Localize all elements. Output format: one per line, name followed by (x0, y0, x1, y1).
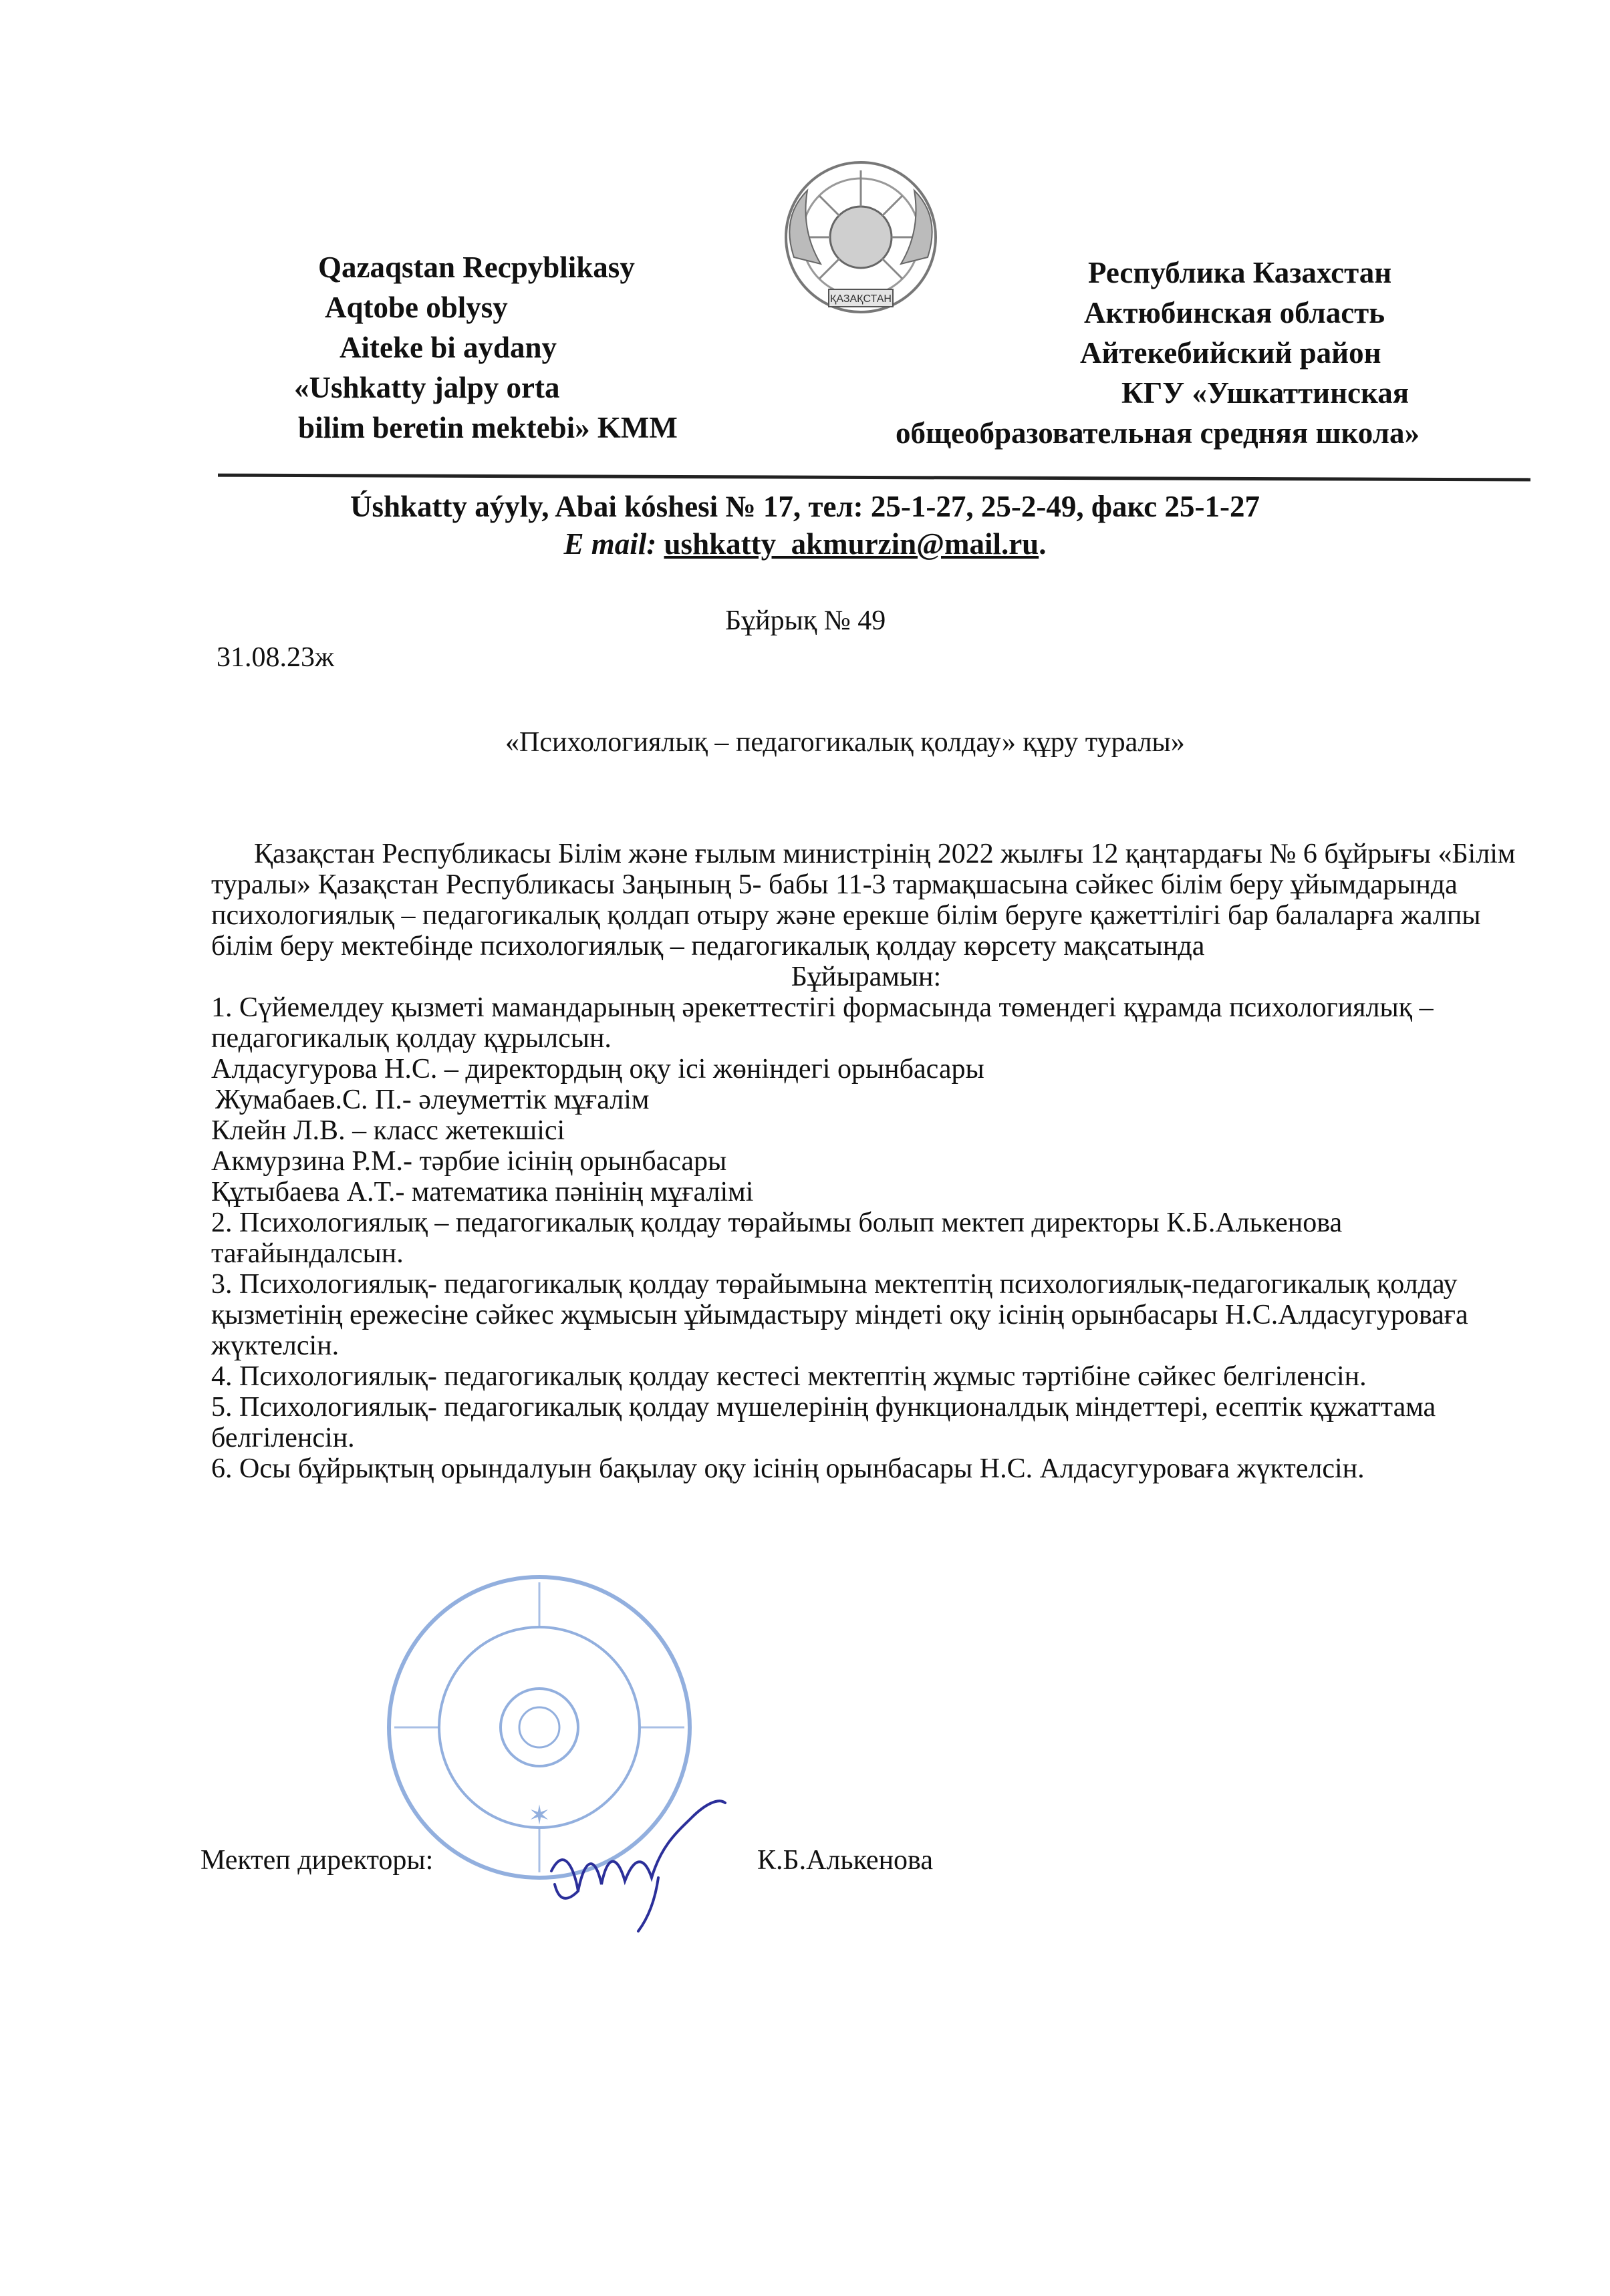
header-left-line: Aqtobe oblysy (325, 291, 508, 324)
member-line: Акмурзина Р.М.- тәрбие ісінің орынбасары (211, 1146, 727, 1177)
header-left-line: «Ushkatty jalpy orta (294, 371, 560, 404)
header-left-line: bilim beretin mektebi» KMM (298, 411, 678, 444)
member-line: Жумабаев.С. П.- әлеуметтік мұғалім (215, 1085, 650, 1115)
intro-paragraph: Қазақстан Республикасы Білім және ғылым министрінің 2022 жылғы 12 қаңтардағы № 6 бұйрығы «Білім туралы» Қазақстан Республикасы Заңының 5- бабы 11-3 тармақшасына сәйкес білім беру ұйымдарында психологиялық – педагогикалық қолдап отыру және ерекше білім беруге қажеттілігі бар балаларға жалпы білім беру мектебінде психологиялық – педагогикалық қолдау көрсету мақсатында (211, 839, 1516, 962)
header-left-block (281, 247, 815, 448)
order-body (211, 839, 1521, 1484)
svg-text:✶: ✶ (528, 1800, 551, 1831)
header-right-line: Айтекебийский район (1080, 336, 1381, 370)
order-item-1: 1. Сүйемелдеу қызметі мамандарының әрекеттестігі формасында төмендегі құрамда психологиялық – педагогикалық қолдау құрылсын. (211, 992, 1434, 1054)
member-line: Клейн Л.В. – класс жетекшісі (211, 1115, 565, 1146)
order-date: 31.08.23ж (217, 642, 335, 673)
header-right-line: Актюбинская область (1084, 296, 1385, 329)
header-left-line: Aiteke bi aydany (340, 331, 557, 364)
order-item-2: 2. Психологиялық – педагогикалық қолдау төрайымы болып мектеп директоры К.Б.Алькенова тағайындалсын. (211, 1207, 1343, 1269)
signatory-name: К.Б.Алькенова (757, 1845, 933, 1876)
email-link[interactable]: ushkatty_akmurzin@mail.ru (664, 527, 1039, 561)
order-item-5: 5. Психологиялық- педагогикалық қолдау мүшелерінің функционалдық міндеттері, есептік құжаттама белгіленсін. (211, 1392, 1436, 1453)
email-label: E mail: (563, 527, 657, 561)
signature-label: Мектеп директоры: (200, 1845, 434, 1876)
member-line: Алдасугурова Н.С. – директордың оқу ісі жөніндегі орынбасары (211, 1054, 984, 1085)
svg-text:ҚАЗАҚСТАН: ҚАЗАҚСТАН (830, 293, 892, 305)
order-item-3: 3. Психологиялық- педагогикалық қолдау төрайымына мектептің психологиялық-педагогикалық қолдау қызметінің ережесіне сәйкес жұмысын ұйымдастыру міндеті оқу ісінің орынбасары Н.С.Алдасугуроваға жүктелсін. (211, 1269, 1468, 1361)
header-divider (218, 474, 1530, 482)
header-right-line: Республика Казахстан (1088, 256, 1392, 289)
email-end: . (1039, 527, 1047, 561)
address-line: Úshkatty aýyly, Abai kóshesi № 17, тел: 25-1-27, 25-2-49, факс 25-1-27 (350, 490, 1260, 523)
header-right-block (896, 253, 1524, 453)
address-block (0, 488, 1610, 563)
order-number: Бұйрық № 49 (725, 605, 886, 636)
order-item-6: 6. Осы бұйрықтың орындалуын бақылау оқу ісінің орынбасары Н.С. Алдасугуроваға жүктелсін. (211, 1453, 1365, 1484)
email-line (0, 525, 1610, 563)
order-subject: «Психологиялық – педагогикалық қолдау» құру туралы» (505, 727, 1185, 758)
header-right-line: КГУ «Ушкаттинская (1121, 376, 1410, 410)
command-heading: Бұйырамын: (791, 962, 942, 992)
header-right-line: общеобразовательная средняя школа» (896, 416, 1420, 450)
order-item-4: 4. Психологиялық- педагогикалық қолдау кестесі мектептің жұмыс тәртібіне сәйкес белгіленсін. (211, 1361, 1367, 1392)
header-left-line: Qazaqstan Recpyblikasy (318, 251, 635, 284)
member-line: Құтыбаева А.Т.- математика пәнінің мұғалімі (211, 1177, 754, 1207)
handwritten-signature (538, 1791, 732, 1938)
